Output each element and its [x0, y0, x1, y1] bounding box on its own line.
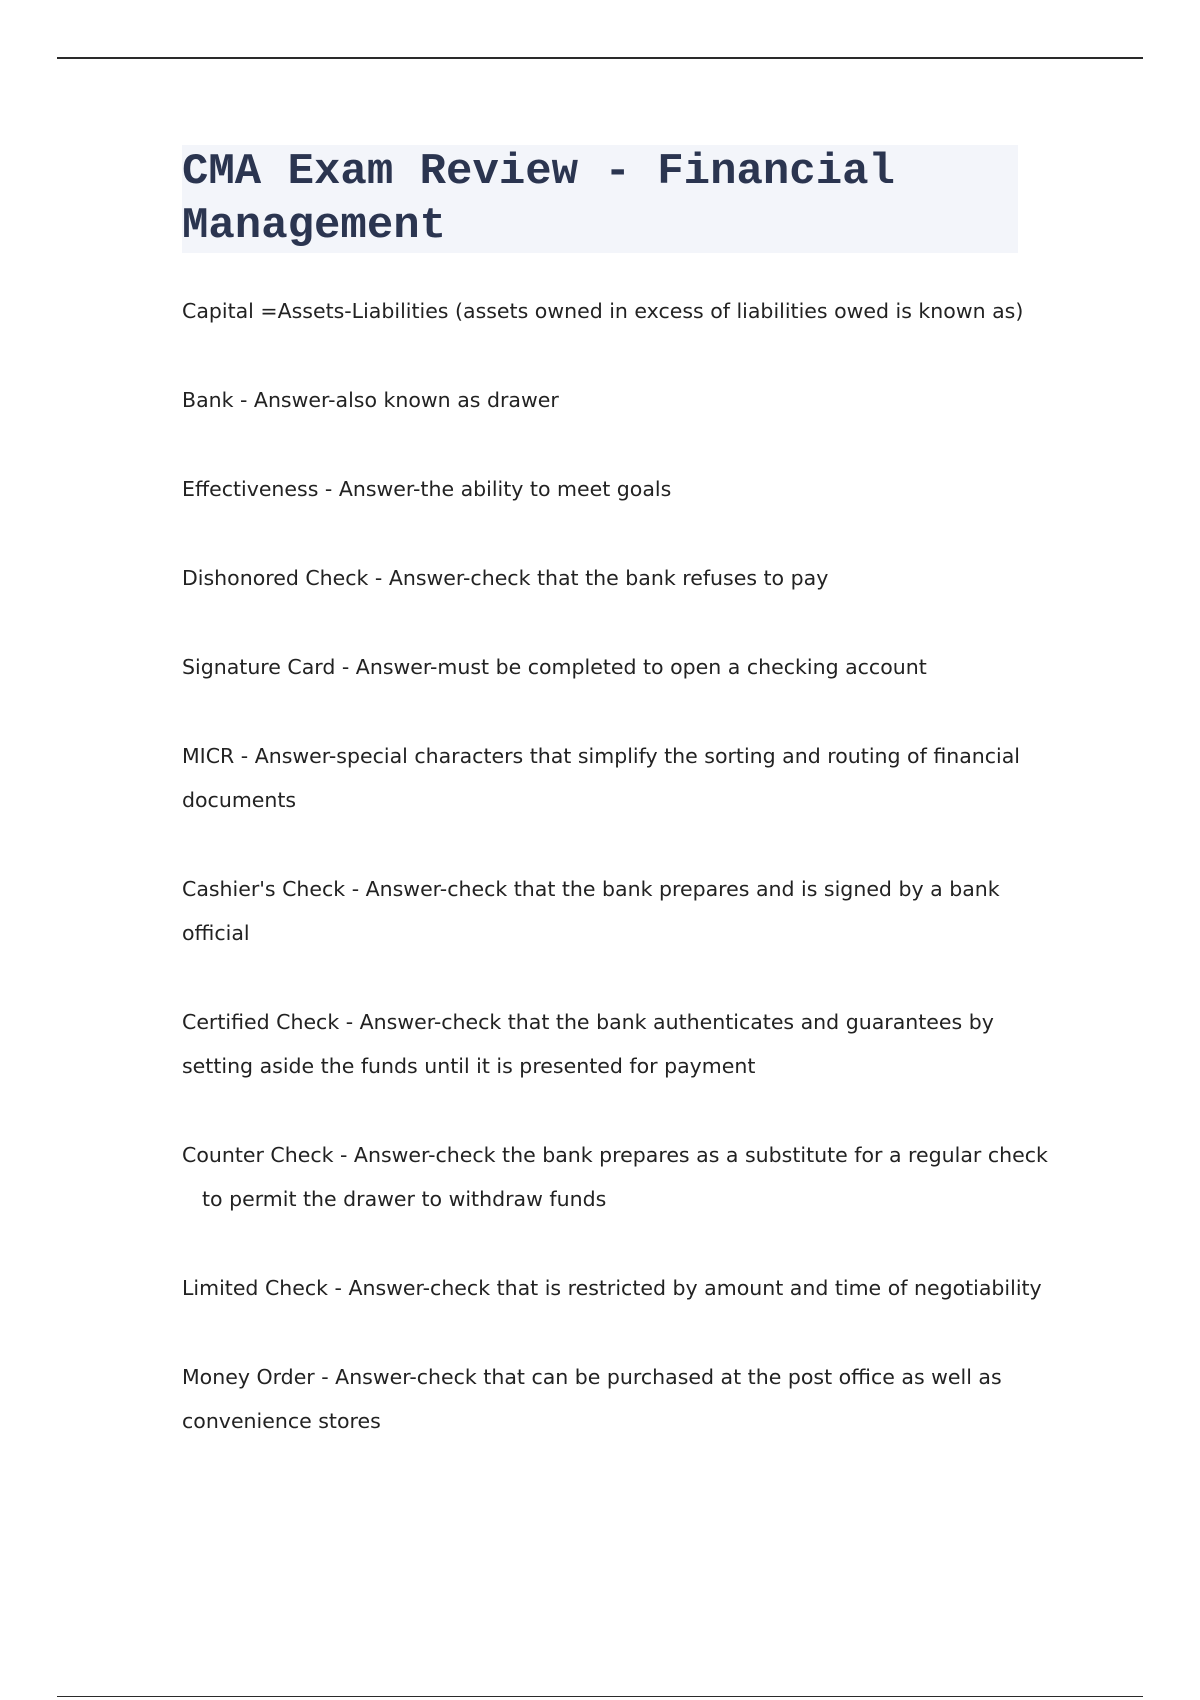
title-line-2: Management	[182, 201, 447, 251]
entry-text: Limited Check - Answer-check that is restricted by amount and time of negotiability	[182, 1276, 1042, 1300]
entry-text: Signature Card - Answer-must be completed to open a checking account	[182, 655, 927, 679]
list-item	[182, 378, 1012, 422]
entry-text-continued: documents	[182, 788, 297, 812]
list-item	[182, 645, 1012, 689]
entry-text: Effectiveness - Answer-the ability to meet goals	[182, 477, 672, 501]
entry-text: Capital =Assets-Liabilities (assets owned in excess of liabilities owed is known as)	[182, 299, 1024, 323]
entry-text: Cashier's Check - Answer-check that the bank prepares and is signed by a bank	[182, 877, 1000, 901]
top-rule	[57, 57, 1143, 59]
entry-text-continued: to permit the drawer to withdraw funds	[202, 1187, 607, 1211]
entry-text: MICR - Answer-special characters that simplify the sorting and routing of financial	[182, 744, 1020, 768]
entry-text: Certified Check - Answer-check that the bank authenticates and guarantees by	[182, 1010, 994, 1034]
entry-text-continued: convenience stores	[182, 1409, 381, 1433]
list-item	[182, 467, 1012, 511]
list-item	[182, 734, 1020, 822]
list-item	[182, 1133, 1048, 1221]
entry-text: Money Order - Answer-check that can be purchased at the post office as well as	[182, 1365, 1002, 1389]
entry-text: Bank - Answer-also known as drawer	[182, 388, 559, 412]
list-item	[182, 1266, 1042, 1310]
list-item	[182, 289, 1024, 333]
list-item	[182, 1000, 1012, 1088]
list-item	[182, 1355, 1012, 1443]
entry-text-continued: setting aside the funds until it is presented for payment	[182, 1054, 756, 1078]
entry-text: Counter Check - Answer-check the bank prepares as a substitute for a regular check	[182, 1143, 1048, 1167]
list-item	[182, 867, 1012, 955]
title-banner	[182, 145, 1018, 253]
entry-text-continued: official	[182, 921, 250, 945]
bottom-rule	[57, 1696, 1143, 1697]
list-item	[182, 556, 1012, 600]
flashcard-list	[182, 289, 1048, 1488]
entry-text: Dishonored Check - Answer-check that the bank refuses to pay	[182, 566, 829, 590]
document-title	[182, 145, 1018, 253]
title-line-1: CMA Exam Review - Financial	[182, 147, 895, 197]
